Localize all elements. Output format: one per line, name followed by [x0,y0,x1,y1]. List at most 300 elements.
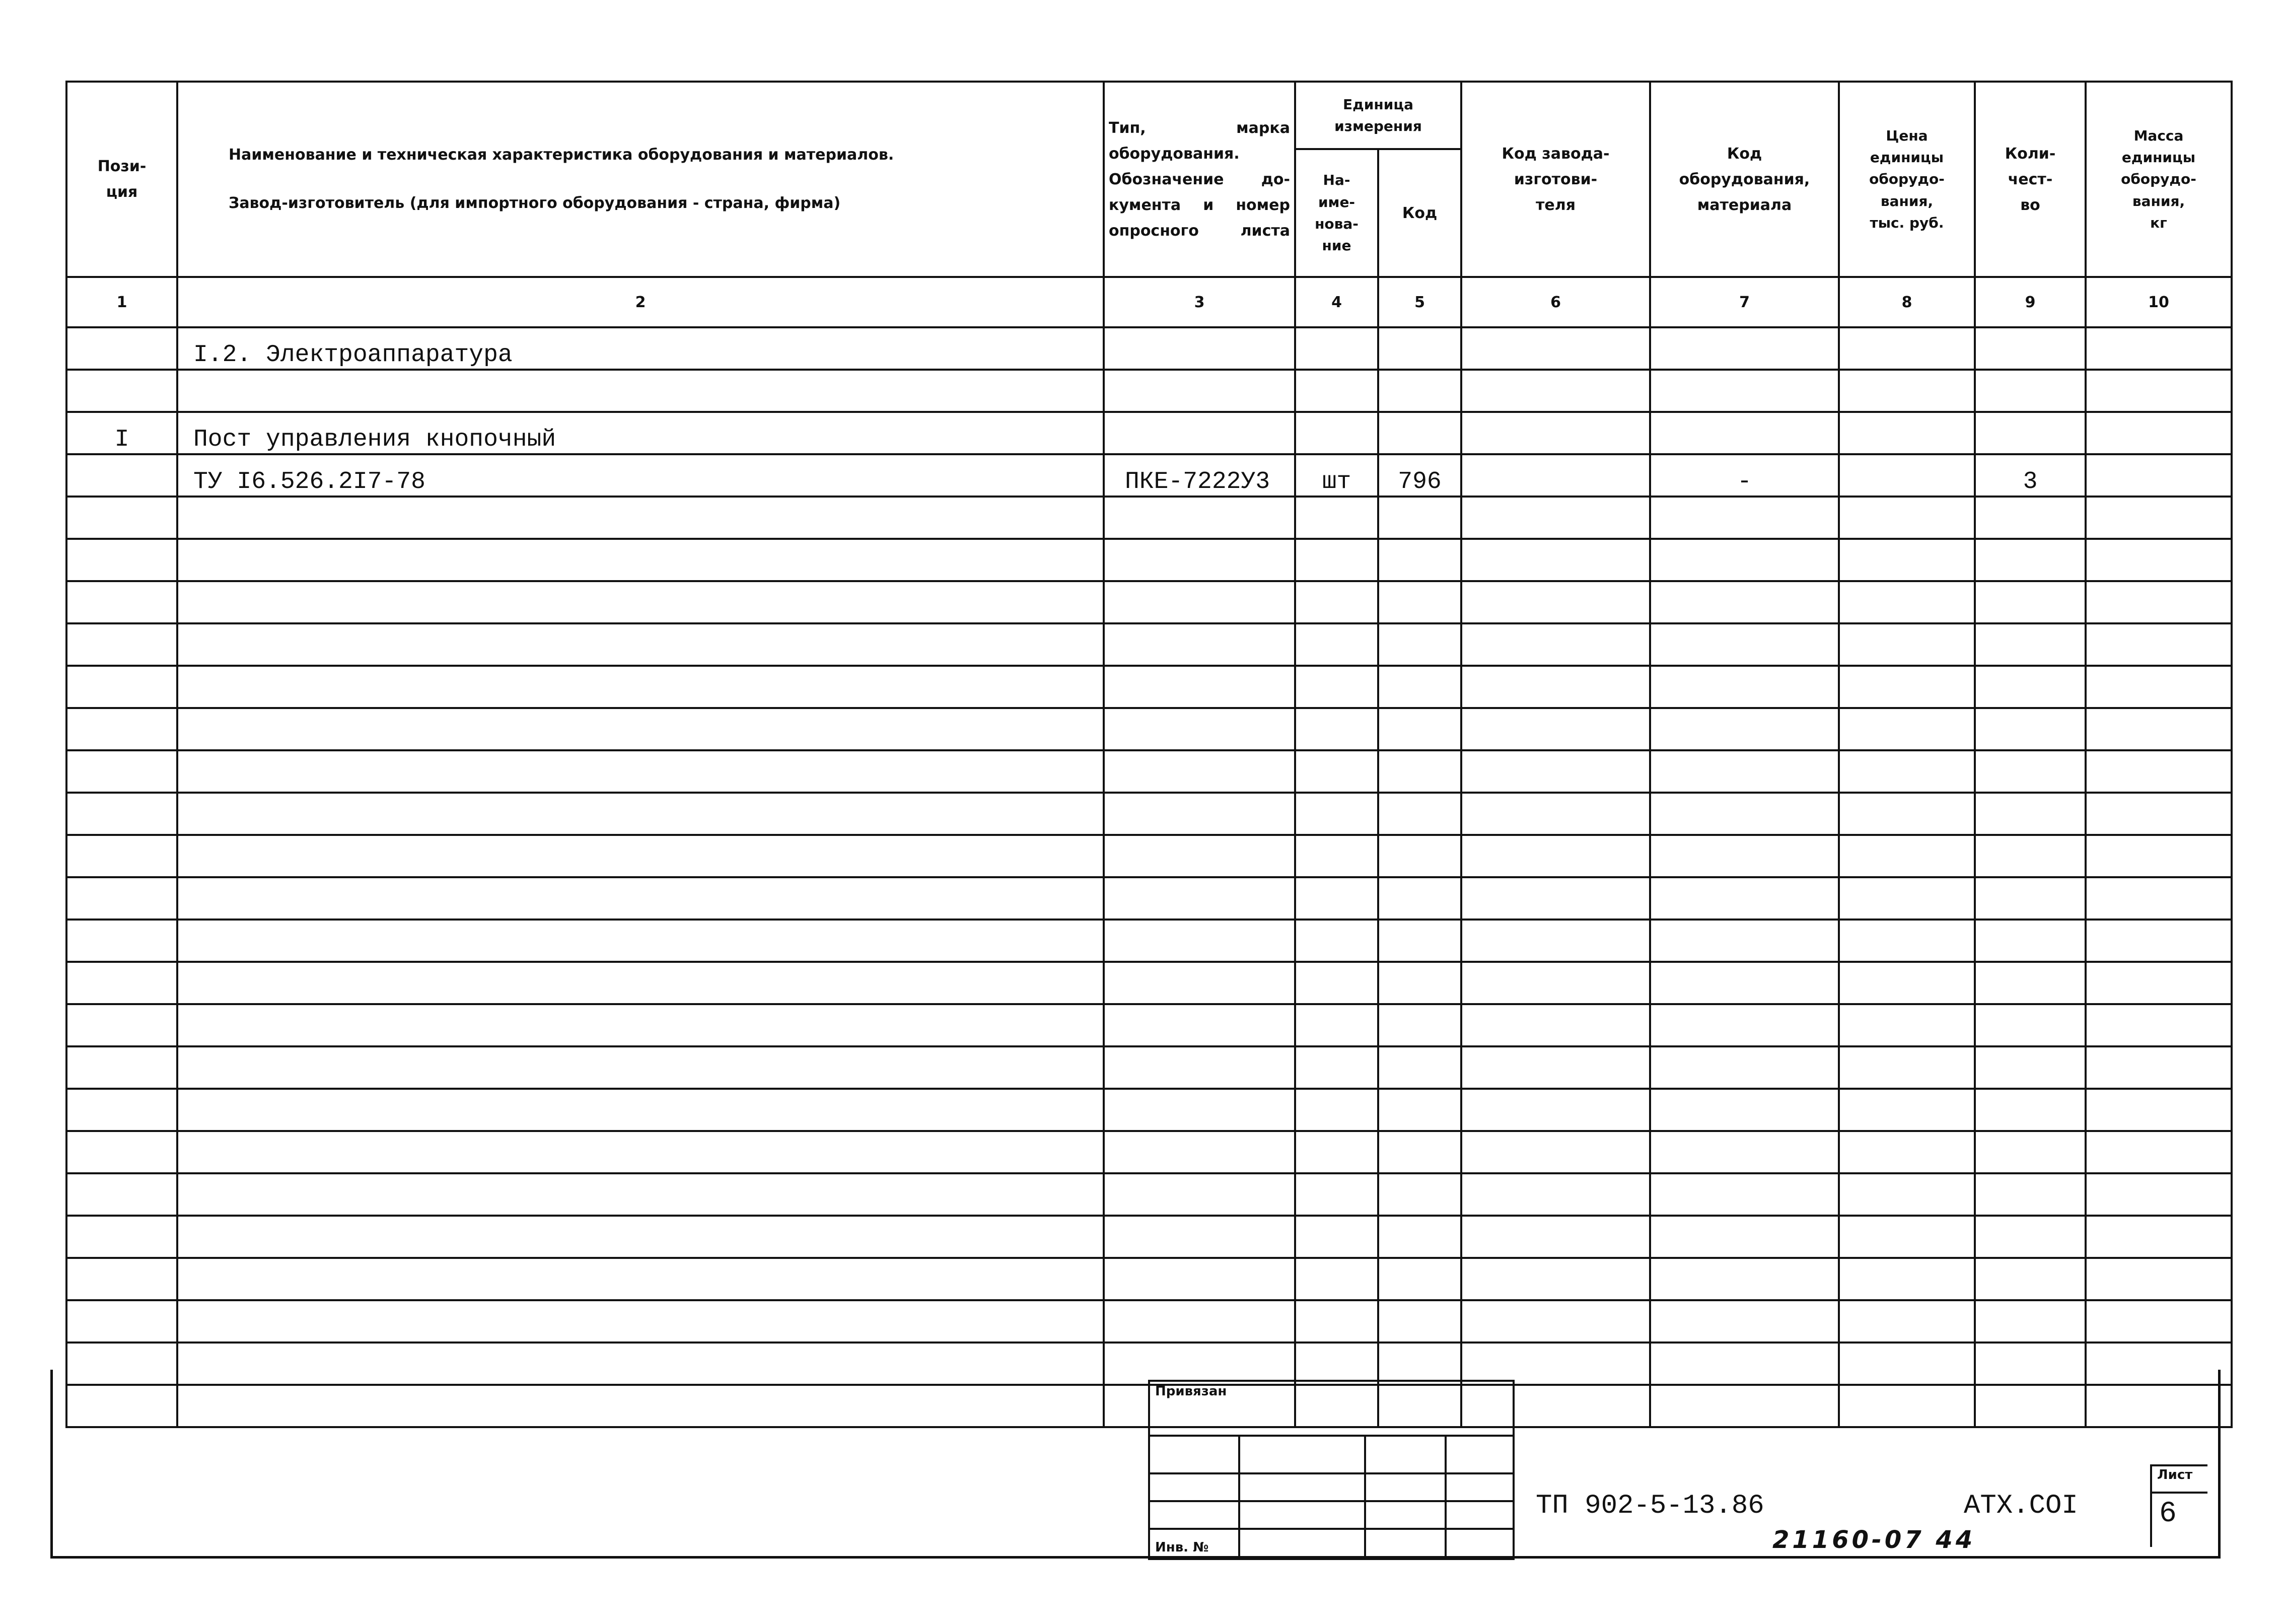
price-cell [1839,750,1975,793]
mass-cell [2086,708,2232,750]
plant-code-cell [1461,708,1650,750]
column-number: 2 [177,277,1104,327]
position-cell [66,750,177,793]
type-cell [1104,327,1295,370]
price-cell [1839,1046,1975,1089]
quantity-cell [1975,877,2086,920]
position-cell [66,327,177,370]
type-cell [1104,412,1295,454]
name-cell: I.2. Электроаппаратура [177,327,1104,370]
specification-sheet [50,81,2216,1566]
unit-code-cell [1378,581,1461,623]
unit-code-cell [1378,962,1461,1004]
quantity-cell [1975,920,2086,962]
name-cell [177,623,1104,666]
table-body [66,327,2232,1427]
mass-cell [2086,1004,2232,1046]
name-cell [177,1173,1104,1216]
unit-code-cell: 796 [1378,454,1461,497]
position-cell [66,666,177,708]
unit-code-cell [1378,750,1461,793]
quantity-cell: 3 [1975,454,2086,497]
unit-code-cell [1378,920,1461,962]
unit-cell [1295,539,1378,581]
equipment-code-cell [1650,1089,1839,1131]
plant-code-cell [1461,454,1650,497]
position-cell [66,454,177,497]
column-number: 4 [1295,277,1378,327]
header-quantity: Коли- чест- во [1975,82,2086,277]
type-cell [1104,1216,1295,1258]
unit-cell [1295,1258,1378,1300]
table-row [66,412,2232,454]
unit-code-cell [1378,1216,1461,1258]
unit-code-cell [1378,835,1461,877]
sheet-separator [2152,1492,2207,1494]
equipment-code-cell [1650,835,1839,877]
plant-code-cell [1461,877,1650,920]
table-row [66,1173,2232,1216]
name-cell [177,835,1104,877]
stamp-line [1150,1500,1513,1502]
equipment-code-cell [1650,708,1839,750]
plant-code-cell [1461,623,1650,666]
type-cell: ПКЕ-7222У3 [1104,454,1295,497]
price-cell [1839,920,1975,962]
plant-code-cell [1461,1216,1650,1258]
type-cell [1104,920,1295,962]
quantity-cell [1975,1300,2086,1343]
unit-code-cell [1378,623,1461,666]
unit-code-cell [1378,1258,1461,1300]
equipment-code-cell [1650,1173,1839,1216]
position-cell [66,962,177,1004]
equipment-code-cell [1650,1046,1839,1089]
unit-code-cell [1378,666,1461,708]
name-cell [177,962,1104,1004]
price-cell [1839,623,1975,666]
plant-code-cell [1461,793,1650,835]
column-number: 8 [1839,277,1975,327]
stamp-divider [1238,1435,1240,1558]
plant-code-cell [1461,1173,1650,1216]
position-cell [66,1258,177,1300]
type-cell [1104,750,1295,793]
equipment-code-cell [1650,412,1839,454]
type-cell [1104,539,1295,581]
unit-cell [1295,877,1378,920]
quantity-cell [1975,497,2086,539]
name-cell [177,1131,1104,1173]
table-row [66,1004,2232,1046]
price-cell [1839,1004,1975,1046]
table-row [66,750,2232,793]
name-cell [177,1258,1104,1300]
table-row [66,327,2232,370]
stamp-line [1150,1528,1513,1530]
position-cell [66,539,177,581]
unit-cell [1295,793,1378,835]
unit-cell [1295,1173,1378,1216]
archive-number: 21160-07 44 [1772,1526,1976,1554]
mass-cell [2086,1131,2232,1173]
sheet-box [2150,1464,2207,1547]
price-cell [1839,581,1975,623]
unit-cell [1295,1046,1378,1089]
header-plant-code: Код завода- изготови- теля [1461,82,1650,277]
quantity-cell [1975,666,2086,708]
name-cell [177,539,1104,581]
quantity-cell [1975,1004,2086,1046]
unit-code-cell [1378,497,1461,539]
equipment-code-cell [1650,1300,1839,1343]
mass-cell [2086,666,2232,708]
plant-code-cell [1461,835,1650,877]
quantity-cell [1975,1046,2086,1089]
name-cell [177,793,1104,835]
sheet-number: 6 [2159,1498,2177,1530]
equipment-code-cell [1650,1258,1839,1300]
position-cell [66,877,177,920]
mass-cell [2086,1089,2232,1131]
mass-cell [2086,1173,2232,1216]
plant-code-cell [1461,1089,1650,1131]
table-row [66,1258,2232,1300]
position-cell [66,1300,177,1343]
type-cell [1104,1089,1295,1131]
unit-cell [1295,835,1378,877]
table-row [66,1131,2232,1173]
name-cell [177,877,1104,920]
unit-cell [1295,1216,1378,1258]
equipment-code-cell [1650,497,1839,539]
mass-cell [2086,539,2232,581]
mass-cell [2086,962,2232,1004]
quantity-cell [1975,370,2086,412]
table-row [66,920,2232,962]
table-row [66,454,2232,497]
type-cell [1104,962,1295,1004]
unit-cell [1295,581,1378,623]
price-cell [1839,412,1975,454]
unit-cell [1295,497,1378,539]
price-cell [1839,497,1975,539]
plant-code-cell [1461,920,1650,962]
plant-code-cell [1461,497,1650,539]
plant-code-cell [1461,370,1650,412]
price-cell [1839,454,1975,497]
plant-code-cell [1461,1004,1650,1046]
type-cell [1104,1173,1295,1216]
inventory-label: Инв. № [1155,1540,1209,1555]
position-cell: I [66,412,177,454]
type-cell [1104,1300,1295,1343]
position-cell [66,370,177,412]
price-cell [1839,962,1975,1004]
type-cell [1104,1131,1295,1173]
table-row [66,835,2232,877]
document-code: АТХ.СОI [1964,1491,2078,1521]
equipment-code-cell [1650,666,1839,708]
mass-cell [2086,370,2232,412]
name-cell [177,708,1104,750]
binding-stamp [1148,1380,1515,1560]
price-cell [1839,539,1975,581]
equipment-code-cell [1650,1131,1839,1173]
table-row [66,1300,2232,1343]
type-cell [1104,877,1295,920]
plant-code-cell [1461,750,1650,793]
mass-cell [2086,412,2232,454]
type-cell [1104,835,1295,877]
sheet-label: Лист [2157,1467,2193,1482]
position-cell [66,1004,177,1046]
name-cell [177,750,1104,793]
mass-cell [2086,793,2232,835]
quantity-cell [1975,581,2086,623]
mass-cell [2086,835,2232,877]
mass-cell [2086,750,2232,793]
equipment-code-cell [1650,623,1839,666]
position-cell [66,1173,177,1216]
plant-code-cell [1461,581,1650,623]
unit-cell [1295,327,1378,370]
price-cell [1839,1258,1975,1300]
specification-table [65,81,2233,1428]
price-cell [1839,370,1975,412]
plant-code-cell [1461,1046,1650,1089]
table-row [66,623,2232,666]
quantity-cell [1975,1216,2086,1258]
table-row [66,877,2232,920]
column-number: 5 [1378,277,1461,327]
unit-cell [1295,1004,1378,1046]
position-cell [66,835,177,877]
column-number: 1 [66,277,177,327]
price-cell [1839,835,1975,877]
unit-code-cell [1378,1173,1461,1216]
table-row [66,497,2232,539]
quantity-cell [1975,412,2086,454]
header-units-group: Единица измерения [1295,82,1461,149]
quantity-cell [1975,1089,2086,1131]
quantity-cell [1975,835,2086,877]
position-cell [66,793,177,835]
price-cell [1839,1173,1975,1216]
position-cell [66,623,177,666]
mass-cell [2086,497,2232,539]
quantity-cell [1975,623,2086,666]
quantity-cell [1975,962,2086,1004]
table-row [66,962,2232,1004]
plant-code-cell [1461,1258,1650,1300]
equipment-code-cell [1650,793,1839,835]
unit-code-cell [1378,877,1461,920]
position-cell [66,708,177,750]
mass-cell [2086,1046,2232,1089]
plant-code-cell [1461,327,1650,370]
name-cell [177,581,1104,623]
mass-cell [2086,1300,2232,1343]
name-cell [177,1300,1104,1343]
unit-code-cell [1378,539,1461,581]
position-cell [66,1089,177,1131]
type-cell [1104,793,1295,835]
quantity-cell [1975,327,2086,370]
unit-code-cell [1378,1300,1461,1343]
name-cell [177,1089,1104,1131]
name-cell [177,1216,1104,1258]
type-cell [1104,497,1295,539]
position-cell [66,497,177,539]
header-unit-name: На- име- нова- ние [1295,149,1378,277]
name-cell: Пост управления кнопочный [177,412,1104,454]
unit-cell [1295,623,1378,666]
column-number: 9 [1975,277,2086,327]
quantity-cell [1975,793,2086,835]
type-cell [1104,708,1295,750]
unit-cell [1295,962,1378,1004]
table-row [66,539,2232,581]
position-cell [66,581,177,623]
price-cell [1839,1089,1975,1131]
mass-cell [2086,1258,2232,1300]
stamp-divider [1445,1435,1447,1558]
unit-code-cell [1378,412,1461,454]
price-cell [1839,327,1975,370]
table-row [66,581,2232,623]
unit-code-cell [1378,793,1461,835]
position-cell [66,1131,177,1173]
header-mass: Масса единицы оборудо- вания, кг [2086,82,2232,277]
equipment-code-cell [1650,370,1839,412]
type-cell [1104,1258,1295,1300]
name-cell [177,497,1104,539]
plant-code-cell [1461,962,1650,1004]
column-numbers-row [66,277,2232,327]
equipment-code-cell [1650,581,1839,623]
equipment-code-cell [1650,1216,1839,1258]
type-cell [1104,370,1295,412]
type-cell [1104,1004,1295,1046]
mass-cell [2086,1216,2232,1258]
price-cell [1839,793,1975,835]
position-cell [66,1216,177,1258]
name-cell [177,920,1104,962]
mass-cell [2086,877,2232,920]
name-cell [177,1004,1104,1046]
price-cell [1839,1300,1975,1343]
plant-code-cell [1461,666,1650,708]
price-cell [1839,1131,1975,1173]
position-cell [66,1046,177,1089]
unit-code-cell [1378,1131,1461,1173]
table-row [66,1089,2232,1131]
unit-code-cell [1378,1004,1461,1046]
unit-cell [1295,1131,1378,1173]
unit-cell [1295,920,1378,962]
header-type: Тип, марка оборудования. Обозначение до- кумента и номер опросного листа [1104,82,1295,277]
type-cell [1104,581,1295,623]
unit-cell [1295,666,1378,708]
unit-code-cell [1378,1046,1461,1089]
header-row [66,82,2232,149]
mass-cell [2086,581,2232,623]
plant-code-cell [1461,1131,1650,1173]
column-number: 6 [1461,277,1650,327]
price-cell [1839,1216,1975,1258]
equipment-code-cell [1650,750,1839,793]
price-cell [1839,877,1975,920]
position-cell [66,920,177,962]
unit-cell [1295,1300,1378,1343]
plant-code-cell [1461,412,1650,454]
table-row [66,370,2232,412]
table-row [66,1046,2232,1089]
unit-code-cell [1378,1089,1461,1131]
column-number: 3 [1104,277,1295,327]
type-cell [1104,1046,1295,1089]
table-row [66,708,2232,750]
stamp-label: Привязан [1155,1384,1227,1399]
unit-code-cell [1378,370,1461,412]
quantity-cell [1975,539,2086,581]
unit-cell [1295,412,1378,454]
equipment-code-cell [1650,1004,1839,1046]
equipment-code-cell [1650,920,1839,962]
quantity-cell [1975,1131,2086,1173]
name-cell [177,370,1104,412]
unit-cell [1295,750,1378,793]
table-row [66,1216,2232,1258]
equipment-code-cell [1650,877,1839,920]
equipment-code-cell [1650,539,1839,581]
unit-cell [1295,1089,1378,1131]
unit-cell [1295,370,1378,412]
stamp-line [1150,1472,1513,1474]
mass-cell [2086,327,2232,370]
quantity-cell [1975,750,2086,793]
header-equipment-code: Код оборудования, материала [1650,82,1839,277]
unit-cell [1295,708,1378,750]
quantity-cell [1975,1173,2086,1216]
column-number: 10 [2086,277,2232,327]
mass-cell [2086,920,2232,962]
name-cell [177,666,1104,708]
price-cell [1839,708,1975,750]
equipment-code-cell [1650,962,1839,1004]
mass-cell [2086,623,2232,666]
equipment-code-cell [1650,327,1839,370]
table-row [66,666,2232,708]
header-name: Наименование и техническая характеристика оборудования и материалов. Завод-изготовитель (для импортного оборудования - страна, фирма) [177,82,1104,277]
equipment-code-cell: - [1650,454,1839,497]
quantity-cell [1975,708,2086,750]
header-unit-code: Код [1378,149,1461,277]
quantity-cell [1975,1258,2086,1300]
table-row [66,793,2232,835]
header-price: Цена единицы оборудо- вания, тыс. руб. [1839,82,1975,277]
unit-cell: шт [1295,454,1378,497]
unit-code-cell [1378,327,1461,370]
plant-code-cell [1461,1300,1650,1343]
stamp-divider [1364,1435,1366,1558]
type-cell [1104,623,1295,666]
document-number: ТП 902-5-13.86 [1536,1491,1764,1521]
name-cell [177,1046,1104,1089]
name-cell: ТУ I6.526.2I7-78 [177,454,1104,497]
plant-code-cell [1461,539,1650,581]
